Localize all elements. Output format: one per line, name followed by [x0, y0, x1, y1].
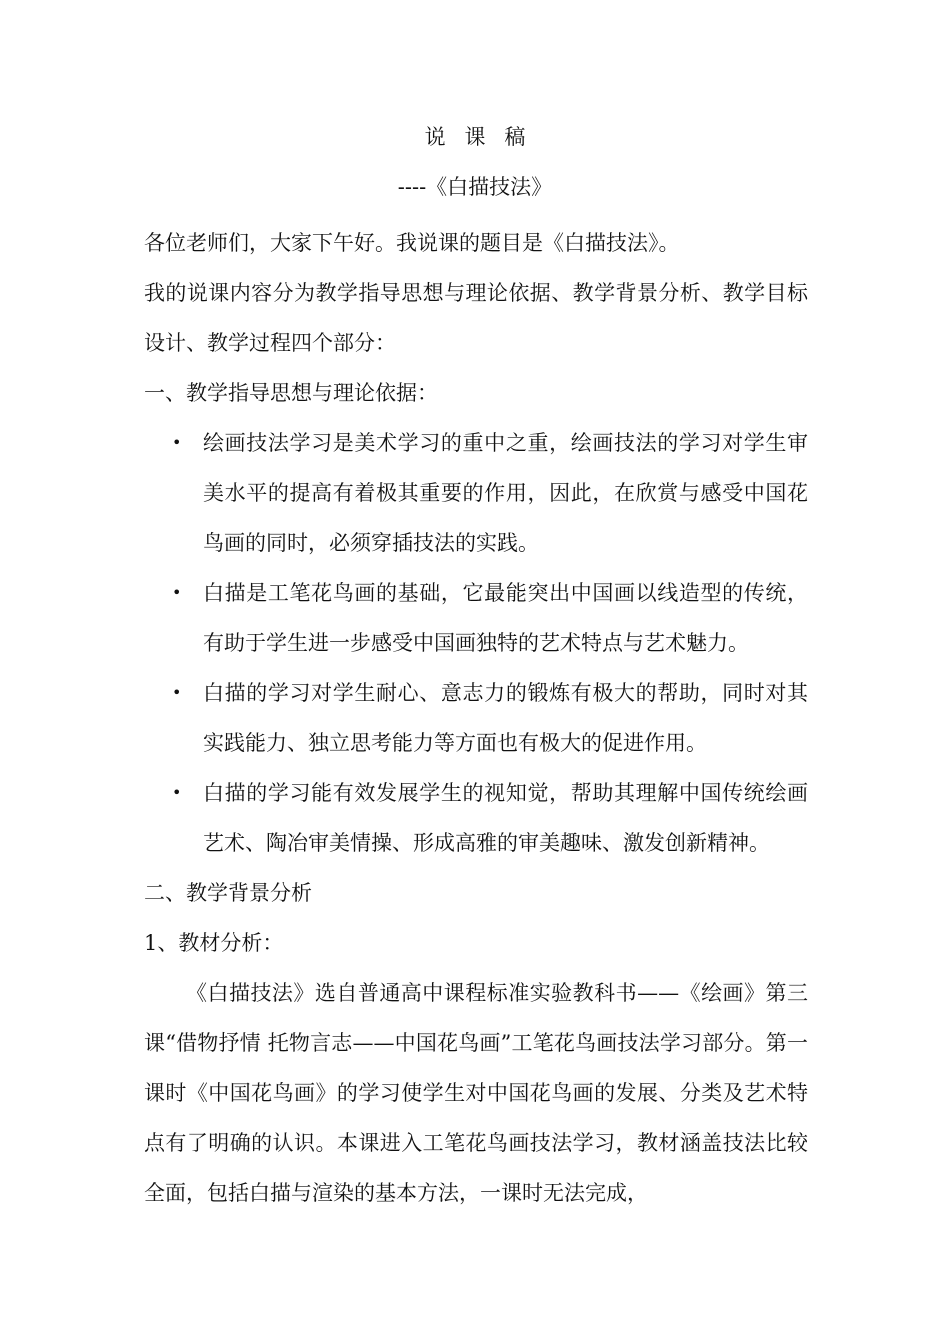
- list-item: [144, 418, 808, 568]
- bullet-icon: •: [172, 433, 182, 452]
- bullet-icon: •: [172, 683, 182, 702]
- overview-paragraph: 我的说课内容分为教学指导思想与理论依据、教学背景分析、教学目标设计、教学过程四个部分：: [144, 281, 808, 355]
- document-subtitle: ----《白描技法》: [397, 175, 553, 199]
- greeting-paragraph: 各位老师们，大家下午好。我说课的题目是《白描技法》。: [144, 231, 680, 255]
- section2-sub1-heading: 1、教材分析：: [144, 931, 284, 955]
- list-item-text: 白描是工笔花鸟画的基础，它最能突出中国画以线造型的传统，有助于学生进一步感受中国画独特的艺术特点与艺术魅力。: [203, 581, 808, 655]
- list-item: [144, 568, 808, 668]
- section1-bullet-list: [144, 418, 808, 868]
- textbook-analysis-paragraph: 《白描技法》选自普通高中课程标准实验教科书——《绘画》第三课“借物抒情 托物言志——中国花鸟画”工笔花鸟画技法学习部分。第一课时《中国花鸟画》的学习使学生对中国花鸟画的发展、分类及艺术特点有了明确的认识。本课进入工笔花鸟画技法学习，教材涵盖技法比较全面，包括白描与渲染的基本方法，一课时无法完成，: [144, 981, 808, 1205]
- section2-heading: 二、教学背景分析: [144, 881, 312, 905]
- bullet-icon: •: [172, 583, 182, 602]
- list-item-text: 白描的学习对学生耐心、意志力的锻炼有极大的帮助，同时对其实践能力、独立思考能力等方面也有极大的促进作用。: [203, 681, 808, 755]
- list-item: [144, 668, 808, 768]
- document-title: 说课稿: [424, 125, 545, 149]
- document-body: [144, 218, 808, 1218]
- list-item-text: 白描的学习能有效发展学生的视知觉，帮助其理解中国传统绘画艺术、陶冶审美情操、形成高雅的审美趣味、激发创新精神。: [203, 781, 808, 855]
- list-item-text: 绘画技法学习是美术学习的重中之重，绘画技法的学习对学生审美水平的提高有着极其重要的作用，因此，在欣赏与感受中国花鸟画的同时，必须穿插技法的实践。: [203, 431, 808, 555]
- bullet-icon: •: [172, 783, 182, 802]
- section1-heading: 一、教学指导思想与理论依据：: [144, 381, 438, 405]
- list-item: [144, 768, 808, 868]
